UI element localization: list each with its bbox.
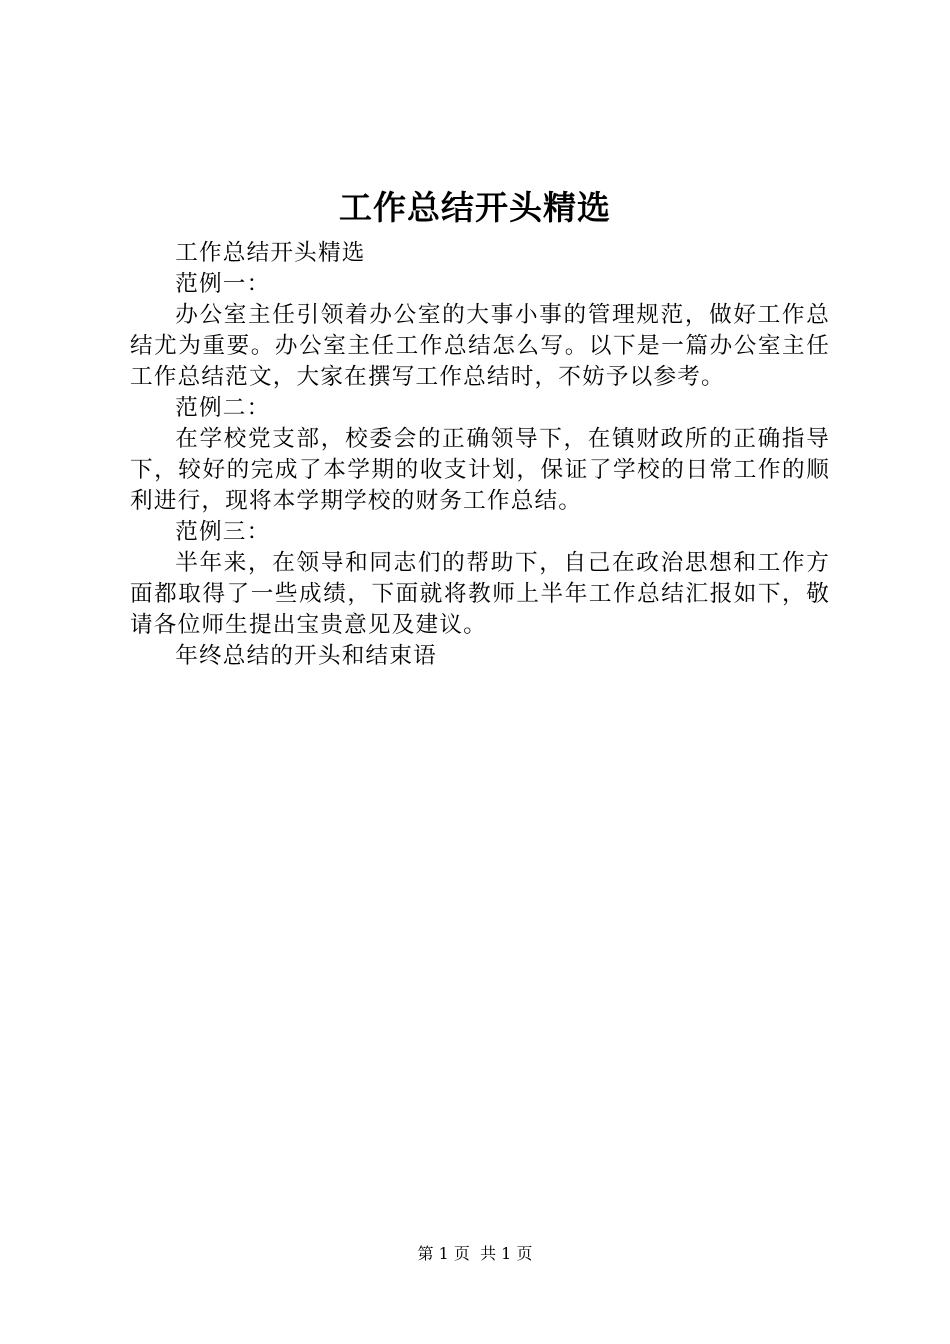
paragraph-example-3-heading: 范例三： [175, 519, 271, 545]
paragraph-example-2-heading: 范例二： [175, 395, 271, 421]
page-number-label: 第 1 页 [417, 1244, 470, 1263]
paragraph-example-1-text: 办公室主任引领着办公室的大事小事的管理规范，做好工作总结尤为重要。办公室主任工作总结怎么写。以下是一篇办公室主任工作总结范文，大家在撰写工作总结时，不妨予以参考。 [130, 302, 830, 390]
document-title: 工作总结开头精选 [339, 188, 611, 227]
page-total-label: 共 1 页 [480, 1244, 533, 1263]
paragraph-example-2-text: 在学校党支部，校委会的正确领导下，在镇财政所的正确指导下，较好的完成了本学期的收支计划，保证了学校的日常工作的顺利进行，现将本学期学校的财务工作总结。 [130, 426, 830, 514]
paragraph-subtitle: 工作总结开头精选 [175, 240, 366, 266]
document-body [130, 238, 830, 672]
paragraph-example-1-heading: 范例一： [175, 271, 271, 297]
page-footer [0, 1243, 950, 1265]
paragraph-closing: 年终总结的开头和结束语 [175, 643, 437, 669]
paragraph-example-3-text: 半年来，在领导和同志们的帮助下，自己在政治思想和工作方面都取得了一些成绩，下面就将教师上半年工作总结汇报如下，敬请各位师生提出宝贵意见及建议。 [130, 550, 830, 638]
